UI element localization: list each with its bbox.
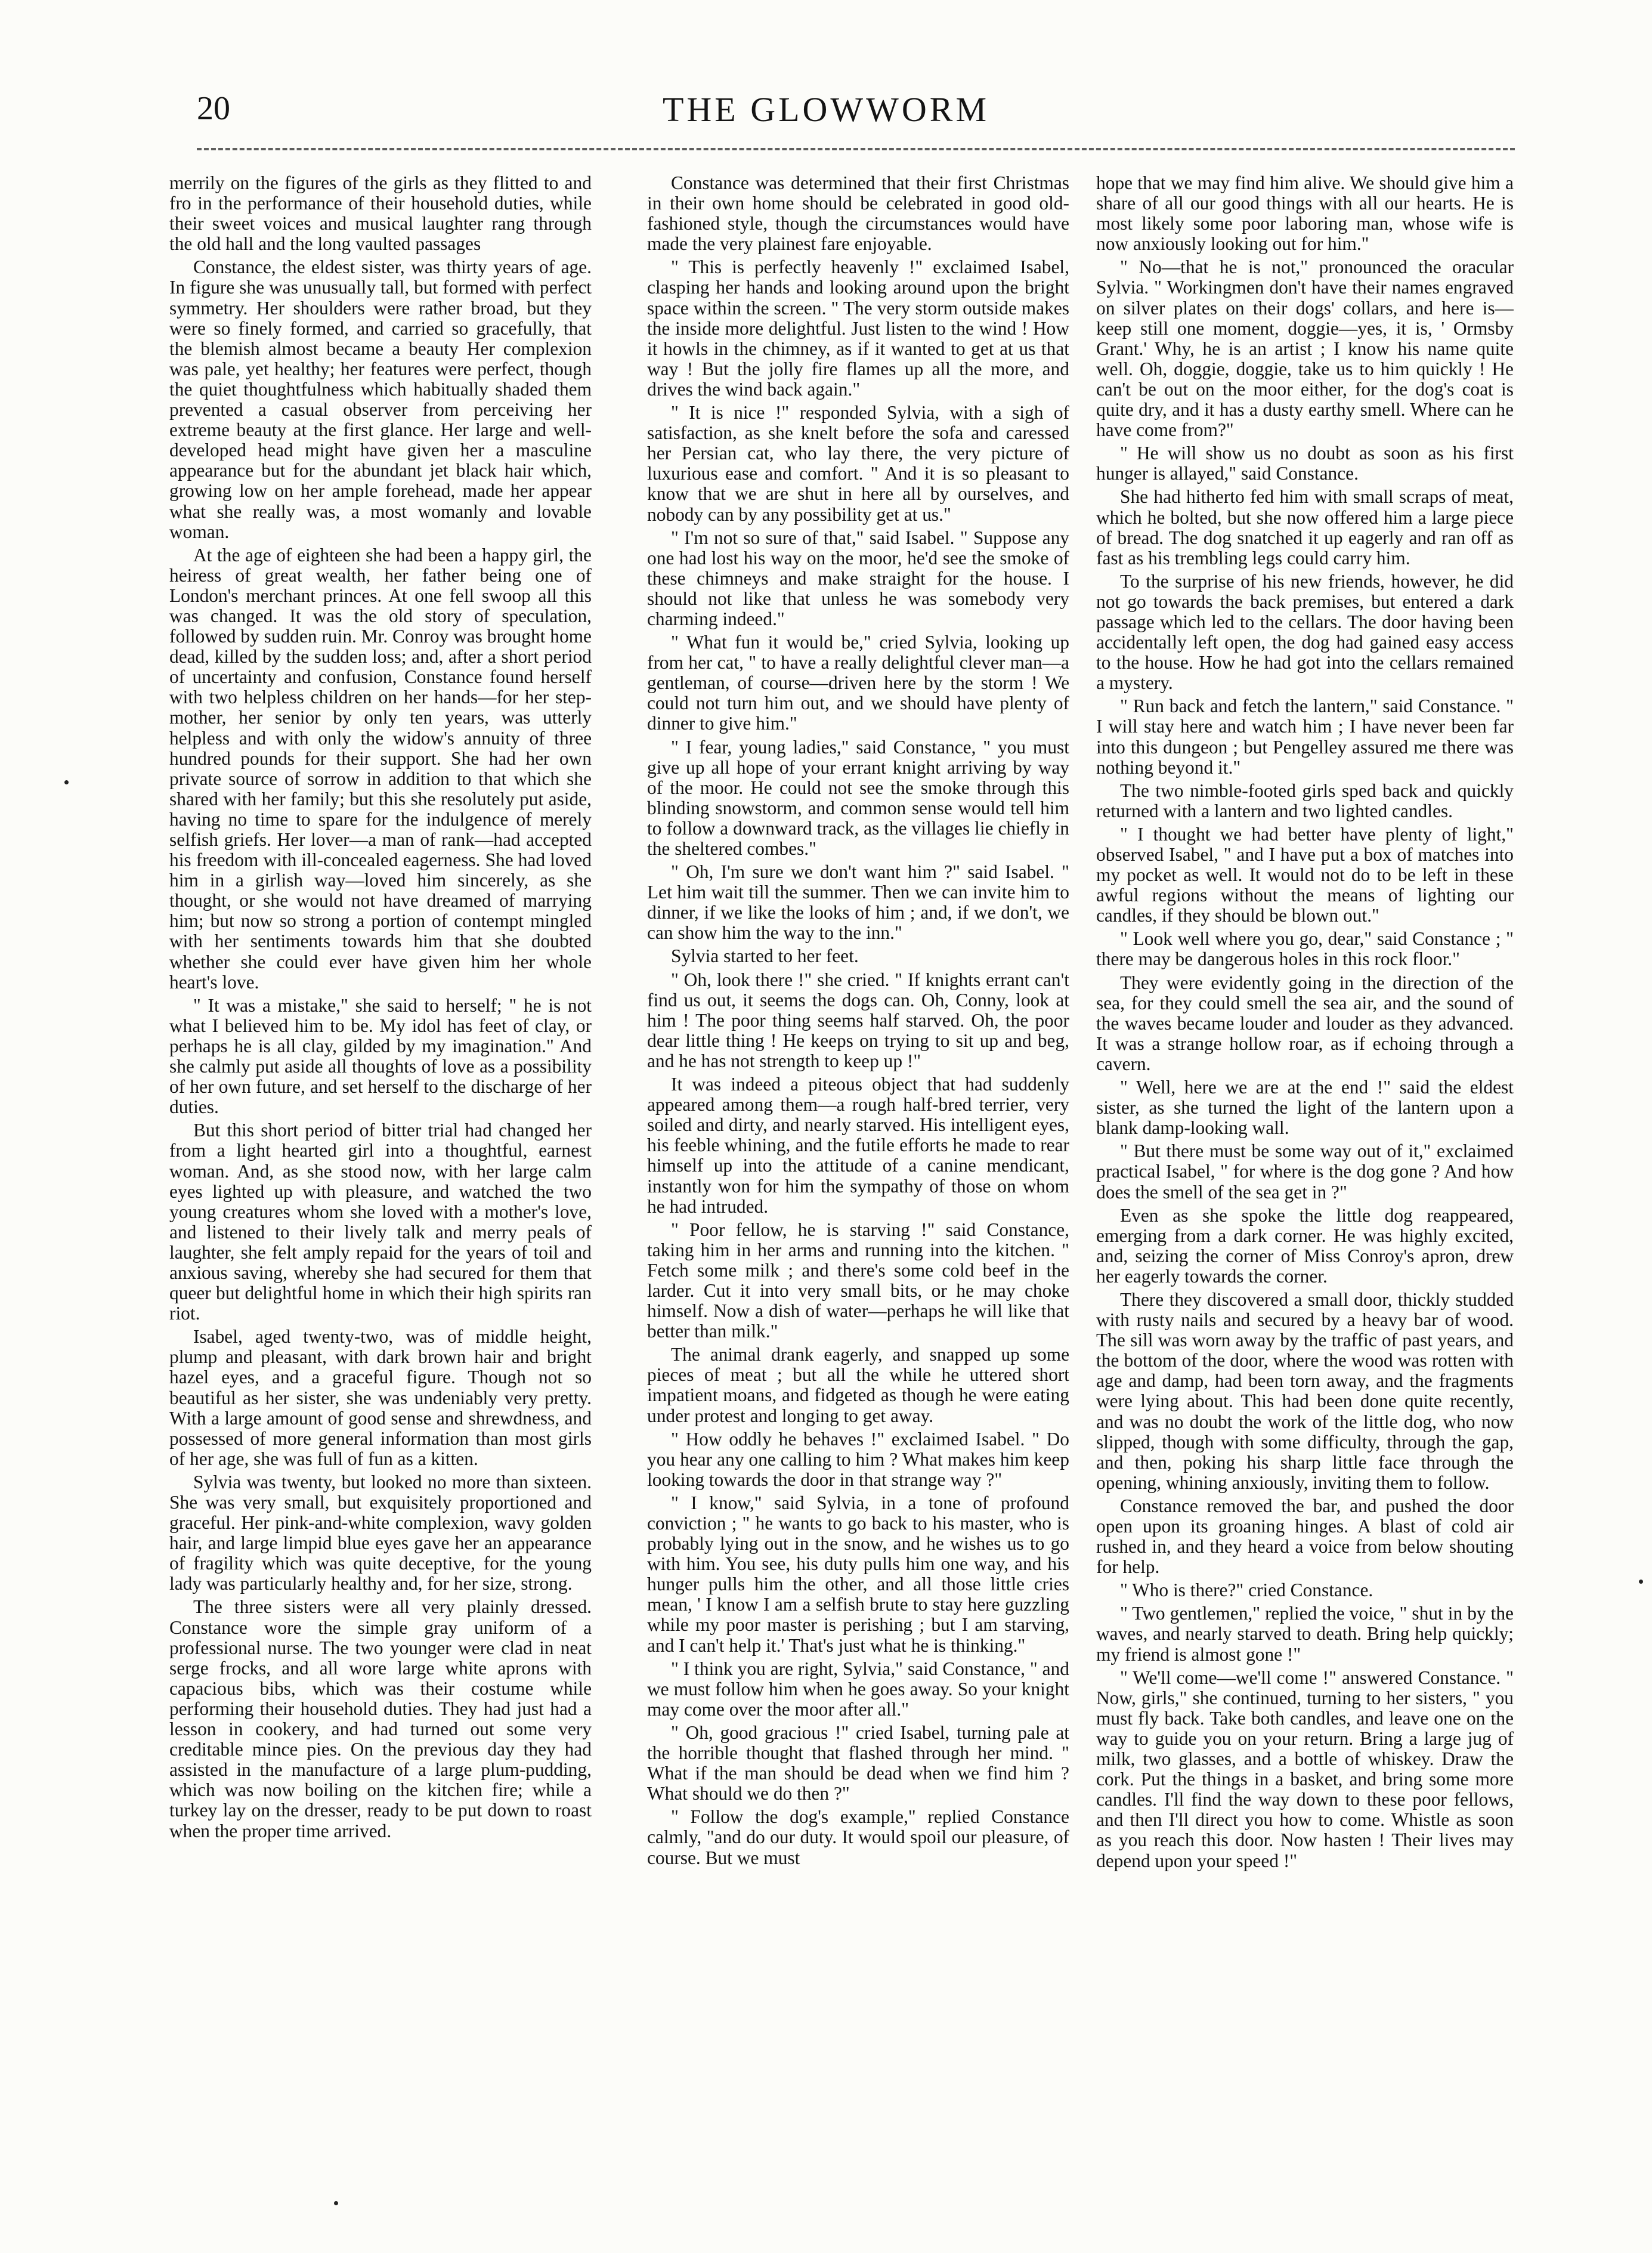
text-column-1 — [169, 173, 592, 2219]
page-number: 20 — [197, 90, 230, 127]
paragraph: hope that we may find him alive. We should give him a share of all our good things with all our hearts. He is most likely some poor laboring man, whose wife is now anxiously looking out for him." — [1096, 173, 1514, 255]
paragraph: " No—that he is not," pronounced the oracular Sylvia. " Workingmen don't have their names engraved on silver plates on their dogs' collars, and here is—keep still one moment, doggie—yes, it is, ' Ormsby Grant.' Why, he is an artist ; I know his name quite well. Oh, doggie, doggie, take us to him quickly ! He can't be out on the moor either, for the dog's coat is quite dry, and it has a dusty earthy smell. Where can he have come from?" — [1096, 256, 1514, 441]
paragraph: " Look well where you go, dear," said Constance ; " there may be dangerous holes in this rock floor." — [1096, 928, 1514, 970]
paragraph: At the age of eighteen she had been a happy girl, the heiress of great wealth, her father being one of London's merchant princes. At one fell swoop all this was changed. It was the old story of speculation, followed by sudden ruin. Mr. Conroy was brought home dead, killed by the sudden loss; and, after a short period of uncertainty and confusion, Constance found herself with two helpless children on her hands—for her step-mother, her senior by only ten years, was utterly helpless and with only the widow's annuity of three hundred pounds for their support. She had her own private source of sorrow in addition to that which she shared with her family; but this she resolutely put aside, having no time to spare for the indulgence of merely selfish griefs. Her lover—a man of rank—had accepted his freedom with ill-concealed eagerness. She had loved him in a girlish way—loved him sincerely, as she thought, or she would not have dreamed of marrying him; but now so strong a portion of contempt mingled with her sentiments towards him that she doubted whether she could ever have given him her whole heart's love. — [169, 544, 592, 993]
paragraph: " Poor fellow, he is starving !" said Constance, taking him in her arms and running into the kitchen. " Fetch some milk ; and there's some cold beef in the larder. Cut it into very small bits, or he may choke himself. Now a dish of water—perhaps he will like that better than milk." — [647, 1219, 1069, 1342]
paragraph: Constance removed the bar, and pushed the door open upon its groaning hinges. A blast of cold air rushed in, and they heard a voice from below shouting for help. — [1096, 1495, 1514, 1578]
page-title: THE GLOWWORM — [662, 90, 990, 129]
paragraph: Sylvia started to her feet. — [671, 945, 859, 967]
page-header — [0, 89, 1652, 143]
paragraph: " How oddly he behaves !" exclaimed Isabel. " Do you hear any one calling to him ? What makes him keep looking towards the door in that strange way ?" — [647, 1428, 1069, 1490]
paragraph: Constance was determined that their first Christmas in their own home should be celebrated in good old-fashioned style, though the circumstances would have made the very plainest fare enjoyable. — [647, 173, 1069, 255]
paragraph: " Oh, good gracious !" cried Isabel, turning pale at the horrible thought that flashed through her mind. " What if the man should be dead when we find him ? What should we do then ?" — [647, 1722, 1069, 1804]
paragraph: " Oh, I'm sure we don't want him ?" said Isabel. " Let him wait till the summer. Then we can invite him to dinner, if we like the looks of him ; and, if we don't, we can show him the way to the inn." — [647, 861, 1069, 944]
paragraph: The three sisters were all very plainly dressed. Constance wore the simple gray uniform of a professional nurse. The two younger were clad in neat serge frocks, and all wore large white aprons with capacious bibs, which was their costume while performing their household duties. They had just had a lesson in cookery, and had turned out some very creditable mince pies. On the previous day they had assisted in the manufacture of a large plum-pudding, which was now boiling on the kitchen fire; while a turkey lay on the dresser, ready to be put down to roast when the proper time arrived. — [169, 1596, 592, 1841]
text-column-3 — [1096, 173, 1514, 2219]
paragraph: The animal drank eagerly, and snapped up some pieces of meat ; but all the while he uttered short impatient moans, and fidgeted as though he were eating under protest and longing to get away. — [647, 1344, 1069, 1426]
text-column-2 — [647, 173, 1069, 2219]
paragraph: " It is nice !" responded Sylvia, with a sigh of satisfaction, as she knelt before the sofa and caressed her Persian cat, who lay there, the very picture of luxurious ease and comfort. " And it is so pleasant to know that we are shut in here all by ourselves, and nobody can by any possibility get at us." — [647, 402, 1069, 525]
paragraph: To the surprise of his new friends, however, he did not go towards the back premises, but entered a dark passage which led to the cellars. The door having been accidentally left open, the dog had gained easy access to the house. How he had got into the cellars remained a mystery. — [1096, 570, 1514, 694]
paragraph: She had hitherto fed him with small scraps of meat, which he bolted, but she now offered him a large piece of bread. The dog snatched it up eagerly and ran off as fast as his trembling legs could carry him. — [1096, 486, 1514, 568]
scan-speck — [64, 780, 69, 784]
paragraph: " Two gentlemen," replied the voice, " shut in by the waves, and nearly starved to death. Bring help quickly; my friend is almost gone !" — [1096, 1603, 1514, 1665]
paragraph: " I'm not so sure of that," said Isabel. " Suppose any one had lost his way on the moor, he'd see the smoke of these chimneys and make straight for the house. I should not like that unless he was somebody very charming indeed." — [647, 527, 1069, 629]
paragraph: " Well, here we are at the end !" said the eldest sister, as she turned the light of the lantern upon a blank damp-looking wall. — [1096, 1077, 1514, 1139]
paragraph: " But there must be some way out of it," exclaimed practical Isabel, " for where is the dog gone ? And how does the smell of the sea get in ?" — [1096, 1141, 1514, 1203]
paragraph: " He will show us no doubt as soon as his first hunger is allayed," said Constance. — [1096, 443, 1514, 484]
scan-speck — [334, 2201, 338, 2205]
paragraph: merrily on the figures of the girls as they flitted to and fro in the performance of their household duties, while their sweet voices and musical laughter rang through the old hall and the long vaulted passages — [169, 173, 592, 255]
paragraph: " Follow the dog's example," replied Constance calmly, "and do our duty. It would spoil our pleasure, of course. But we must — [647, 1806, 1069, 1868]
paragraph: " It was a mistake," she said to herself; " he is not what I believed him to be. My idol has feet of clay, or perhaps he is all clay, gilded by my imagination." And she calmly put aside all thoughts of love as a possibility of her own future, and set herself to the discharge of her duties. — [169, 994, 592, 1118]
paragraph: " Who is there?" cried Constance. — [1120, 1580, 1373, 1601]
paragraph: Sylvia was twenty, but looked no more than sixteen. She was very small, but exquisitely proportioned and graceful. Her pink-and-white complexion, wavy golden hair, and large limpid blue eyes gave her an appearance of fragility which was quite deceptive, for the young lady was particularly healthy and, for her size, strong. — [169, 1471, 592, 1594]
paragraph: There they discovered a small door, thickly studded with rusty nails and secured by a heavy bar of wood. The sill was worn away by the traffic of past years, and the bottom of the door, where the wood was rotten with age and damp, had been torn away, and the fragments were lying about. This had been done quite recently, and was no doubt the work of the little dog, who now slipped, though with some difficulty, through the gap, and then, poking his sharp little face through the opening, whining anxiously, inviting them to follow. — [1096, 1288, 1514, 1493]
header-rule — [197, 148, 1515, 150]
paragraph: The two nimble-footed girls sped back and quickly returned with a lantern and two lighted candles. — [1096, 780, 1514, 821]
paragraph: But this short period of bitter trial had changed her from a light hearted girl into a thoughtful, earnest woman. And, as she stood now, with her large calm eyes lighted up with pleasure, and watched the two young creatures whom she loved with a mother's love, and listened to their lively talk and merry peals of laughter, she felt amply repaid for the years of toil and anxious saving, whereby she had secured for them that queer but delightful home in which their high spirits ran riot. — [169, 1120, 592, 1324]
paragraph: " We'll come—we'll come !" answered Constance. " Now, girls," she continued, turning to her sisters, " you must fly back. Take both candles, and leave one on the way to guide you on your return. Bring a large jug of milk, two glasses, and a bottle of whiskey. Draw the cork. Put the things in a basket, and bring some more candles. I'll find the way down to these poor fellows, and then I'll direct you how to come. Whistle as soon as you reach this door. Now hasten ! Their lives may depend upon your speed !" — [1096, 1667, 1514, 1871]
paragraph: It was indeed a piteous object that had suddenly appeared among them—a rough half-bred terrier, very soiled and dirty, and nearly starved. His intelligent eyes, his feeble whining, and the futile efforts he made to rear himself up into the attitude of a canine mendicant, instantly won for him the sympathy of those on whom he had intruded. — [647, 1074, 1069, 1217]
paragraph: Isabel, aged twenty-two, was of middle height, plump and pleasant, with dark brown hair and bright hazel eyes, and a graceful figure. Though not so beautiful as her sister, she was undeniably very pretty. With a large amount of good sense and shrewdness, and possessed of more general information than most girls of her age, she was full of fun as a kitten. — [169, 1326, 592, 1469]
paragraph: " I fear, young ladies," said Constance, " you must give up all hope of your errant knight arriving by way of the moor. He could not see the smoke through this blinding snowstorm, and common sense would tell him to follow a downward track, as the villages lie chiefly in the sheltered combes." — [647, 736, 1069, 859]
paragraph: Constance, the eldest sister, was thirty years of age. In figure she was unusually tall, but formed with perfect symmetry. Her shoulders were rather broad, but they were so finely formed, and carried so gracefully, that the blemish almost became a beauty Her complexion was pale, yet healthy; her features were perfect, though the quiet thoughtfulness which habitually shaded them prevented a casual observer from perceiving her extreme beauty at the first glance. Her large and well-developed head might have given her a masculine appearance but for the abundant jet black hair which, growing low on her ample forehead, made her appear what she really was, a most womanly and lovable woman. — [169, 256, 592, 542]
paragraph: They were evidently going in the direction of the sea, for they could smell the sea air, and the sound of the waves became louder and louder as they advanced. It was a strange hollow roar, as if echoing through a cavern. — [1096, 972, 1514, 1074]
paragraph: " What fun it would be," cried Sylvia, looking up from her cat, " to have a really delightful clever man—a gentleman, of course—driven here by the storm ! We could not turn him out, and we should have plenty of dinner to give him." — [647, 632, 1069, 734]
paragraph: " This is perfectly heavenly !" exclaimed Isabel, clasping her hands and looking around upon the bright space within the screen. " The very storm outside makes the inside more delightful. Just listen to the wind ! How it howls in the chimney, as if it wanted to get at us that way ! But the jolly fire flames up all the more, and drives the wind back again." — [647, 256, 1069, 400]
paragraph: " I know," said Sylvia, in a tone of profound conviction ; " he wants to go back to his master, who is probably lying out in the snow, and he wishes us to go with him. You see, his duty pulls him one way, and his hunger pulls him the other, and all those little cries mean, ' I know I am a selfish brute to stay here guzzling while my poor master is perishing ; but I am starving, and I can't help it.' That's just what he is thinking." — [647, 1492, 1069, 1656]
paragraph: " Run back and fetch the lantern," said Constance. " I will stay here and watch him ; I have never been far into this dungeon ; but Pengelley assured me there was nothing beyond it." — [1096, 696, 1514, 778]
paragraph: " I think you are right, Sylvia," said Constance, " and we must follow him when he goes away. So your knight may come over the moor after all." — [647, 1658, 1069, 1720]
paragraph: " Oh, look there !" she cried. " If knights errant can't find us out, it seems the dogs can. Oh, Conny, look at him ! The poor thing seems half starved. Oh, the poor dear little thing ! He keeps on trying to sit up and beg, and he has not strength to keep up !" — [647, 969, 1069, 1071]
paragraph: Even as she spoke the little dog reappeared, emerging from a dark corner. He was highly excited, and, seizing the corner of Miss Conroy's apron, drew her eagerly towards the corner. — [1096, 1204, 1514, 1287]
paragraph: " I thought we had better have plenty of light," observed Isabel, " and I have put a box of matches into my pocket as well. It would not do to be left in these awful regions without the means of lighting our candles, if they should be blown out." — [1096, 823, 1514, 926]
scan-speck — [1639, 1580, 1643, 1584]
